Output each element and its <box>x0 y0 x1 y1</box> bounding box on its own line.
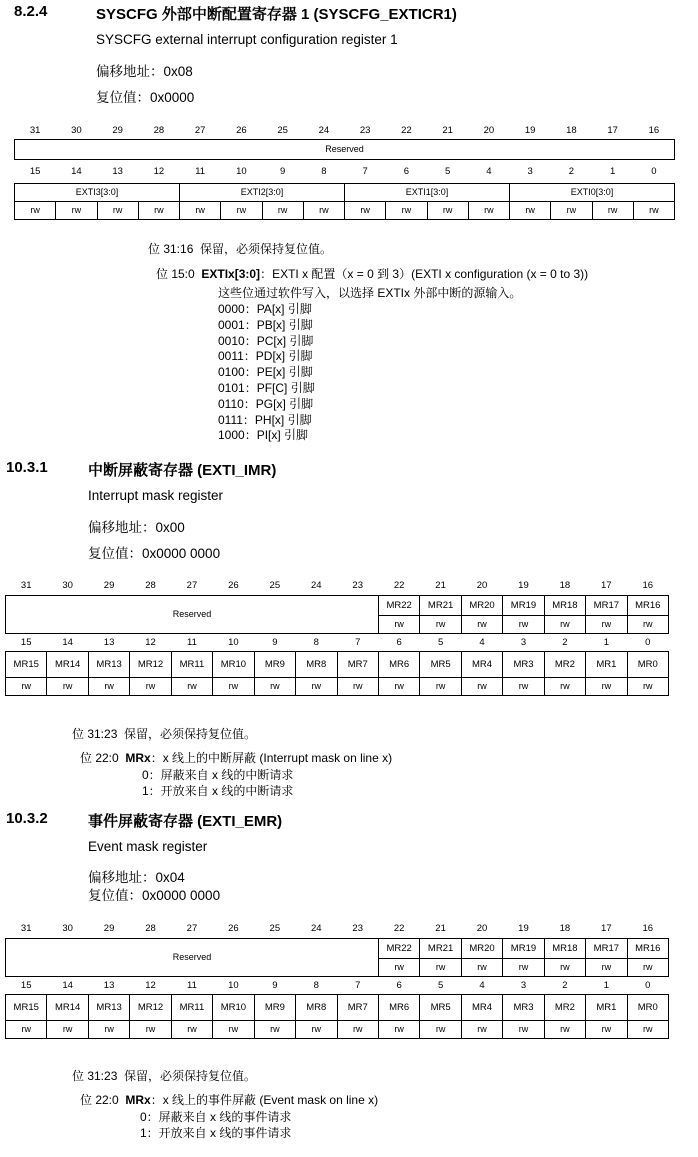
bit-number: 20 <box>476 923 488 935</box>
bit-number: 27 <box>194 124 206 136</box>
option-item: 1：开放来自 x 线的中断请求 <box>142 784 294 798</box>
bit-number: 31 <box>20 923 32 935</box>
bit-number: 22 <box>393 923 405 935</box>
bit-number: 26 <box>228 923 239 935</box>
bit-number: 12 <box>153 165 165 177</box>
access-type: rw <box>633 201 674 219</box>
field-mr19: MR19 <box>503 595 544 615</box>
bit-number: 8 <box>313 979 319 991</box>
bit-number: 29 <box>103 923 115 935</box>
field-mr1: MR1 <box>586 651 627 677</box>
bit-number: 12 <box>145 979 156 991</box>
field-mr22: MR22 <box>378 595 419 615</box>
access-type: rw <box>551 201 592 219</box>
bit-number: 25 <box>269 923 281 935</box>
field-exti3: EXTI3[3:0] <box>15 183 180 201</box>
field-description: ：EXTI x 配置（x = 0 到 3）(EXTI x configuration (x = 0 to 3)) <box>260 267 589 281</box>
option-list <box>140 1109 291 1141</box>
offset-address: 偏移地址：0x08 <box>96 64 193 79</box>
access-type: rw <box>262 201 303 219</box>
field-mr9: MR9 <box>254 994 295 1020</box>
access-type: rw <box>15 201 56 219</box>
bit-number: 7 <box>355 636 361 648</box>
access-type: rw <box>6 677 47 695</box>
bit-number: 14 <box>62 979 73 991</box>
access-type: rw <box>130 1020 171 1038</box>
option-item: 0010：PC[x] 引脚 <box>218 333 314 348</box>
bit-number: 31 <box>20 580 32 592</box>
bit-description: 保留，必须保持复位值。 <box>200 242 333 256</box>
field-mr11: MR11 <box>171 651 212 677</box>
bit-number: 15 <box>20 636 32 648</box>
reserved-field: Reserved <box>6 595 379 633</box>
bit-number: 29 <box>103 580 115 592</box>
bit-number: 17 <box>607 124 618 136</box>
bit-description-reserved <box>72 725 256 742</box>
option-item: 1000：PI[x] 引脚 <box>218 428 309 443</box>
low-bit-numbers-row <box>15 159 675 183</box>
bit-number: 16 <box>642 580 654 592</box>
field-mr15: MR15 <box>6 994 47 1020</box>
field-mr6: MR6 <box>378 651 419 677</box>
bit-number: 27 <box>186 923 198 935</box>
bit-number: 1 <box>609 165 616 177</box>
bit-number: 5 <box>437 636 444 648</box>
bit-number: 7 <box>355 979 361 991</box>
access-type: rw <box>6 1020 47 1038</box>
field-mr4: MR4 <box>461 651 502 677</box>
access-type: rw <box>254 677 295 695</box>
access-type: rw <box>171 1020 212 1038</box>
bit-number: 22 <box>401 124 412 136</box>
field-mr2: MR2 <box>544 994 585 1020</box>
access-type: rw <box>420 1020 461 1038</box>
high-bit-numbers-row <box>6 920 669 938</box>
bit-number: 26 <box>236 124 247 136</box>
access-type: rw <box>386 201 427 219</box>
access-type: rw <box>544 677 585 695</box>
field-name: MRx <box>125 751 151 765</box>
bit-number: 14 <box>71 165 82 177</box>
low-bit-numbers-row <box>6 633 669 651</box>
field-mr10: MR10 <box>213 651 254 677</box>
access-type: rw <box>303 201 344 219</box>
field-description: ：x 线上的事件屏蔽 (Event mask on line x) <box>150 1093 379 1107</box>
reserved-field: Reserved <box>15 139 675 159</box>
bit-number: 11 <box>195 165 206 177</box>
bit-number: 12 <box>145 636 156 648</box>
section-number: 10.3.1 <box>6 459 48 476</box>
bit-number: 0 <box>645 636 651 648</box>
bit-number: 19 <box>524 124 536 136</box>
reserved-field: Reserved <box>6 938 379 976</box>
bit-number: 28 <box>145 923 156 935</box>
bit-range: 位 22:0 <box>80 1093 119 1107</box>
bit-number: 5 <box>437 979 444 991</box>
bit-number: 23 <box>352 580 363 592</box>
bit-description: 保留，必须保持复位值。 <box>124 727 257 741</box>
bit-number: 30 <box>62 923 73 935</box>
access-type: rw <box>503 677 544 695</box>
register-table-emr <box>5 920 669 1039</box>
bit-number: 17 <box>601 580 612 592</box>
high-bit-numbers-row <box>15 122 675 139</box>
field-mr3: MR3 <box>503 651 544 677</box>
field-mr16: MR16 <box>627 595 668 615</box>
access-type: rw <box>427 201 468 219</box>
bit-number: 13 <box>103 636 115 648</box>
bit-number: 18 <box>559 580 571 592</box>
bit-number: 6 <box>396 979 402 991</box>
access-type: rw <box>544 615 585 633</box>
bit-number: 10 <box>228 636 239 648</box>
bit-description-reserved <box>72 1067 256 1084</box>
access-type: rw <box>544 1020 585 1038</box>
section-title: 事件屏蔽寄存器 (EXTI_EMR) <box>88 813 283 830</box>
access-row <box>6 1020 669 1038</box>
field-mr20: MR20 <box>461 938 502 958</box>
access-type: rw <box>378 1020 419 1038</box>
access-type: rw <box>461 1020 502 1038</box>
bit-number: 15 <box>20 979 32 991</box>
access-type: rw <box>420 615 461 633</box>
field-description: ：x 线上的中断屏蔽 (Interrupt mask on line x) <box>150 751 393 765</box>
access-type: rw <box>461 958 502 976</box>
bit-number: 4 <box>479 979 485 991</box>
bit-number: 9 <box>279 165 286 177</box>
field-mr8: MR8 <box>296 651 337 677</box>
field-mr14: MR14 <box>47 651 88 677</box>
field-mr17: MR17 <box>586 595 627 615</box>
bit-number: 19 <box>518 923 529 935</box>
field-mr18: MR18 <box>544 595 585 615</box>
high-bit-numbers-row <box>6 577 669 595</box>
bit-number: 16 <box>648 124 660 136</box>
bit-number: 27 <box>186 580 198 592</box>
field-mr8: MR8 <box>296 994 337 1020</box>
field-mr18: MR18 <box>544 938 585 958</box>
bit-number: 28 <box>145 580 156 592</box>
access-type: rw <box>47 677 88 695</box>
access-type: rw <box>586 615 627 633</box>
access-type: rw <box>130 677 171 695</box>
offset-address: 偏移地址：0x00 <box>88 520 185 535</box>
access-type: rw <box>56 201 97 219</box>
bit-number: 29 <box>112 124 123 136</box>
access-type: rw <box>503 615 544 633</box>
register-table-imr <box>5 577 669 696</box>
field-mr0: MR0 <box>627 994 668 1020</box>
access-type: rw <box>213 1020 254 1038</box>
field-mr1: MR1 <box>586 994 627 1020</box>
bit-description-field <box>80 749 392 766</box>
access-type: rw <box>296 677 337 695</box>
field-mr6: MR6 <box>378 994 419 1020</box>
field-mr21: MR21 <box>420 595 461 615</box>
section-title: 中断屏蔽寄存器 (EXTI_IMR) <box>88 462 277 479</box>
bit-number: 4 <box>486 165 492 177</box>
field-name: MRx <box>125 1093 151 1107</box>
field-mr13: MR13 <box>88 994 129 1020</box>
access-type: rw <box>213 677 254 695</box>
option-item: 0101：PF[C] 引脚 <box>218 380 315 395</box>
access-type: rw <box>138 201 179 219</box>
bit-number: 6 <box>403 165 410 177</box>
bit-number: 3 <box>527 165 533 177</box>
bit-number: 2 <box>562 979 568 991</box>
bit-number: 14 <box>62 636 73 648</box>
bit-number: 30 <box>62 580 73 592</box>
field-mr15: MR15 <box>6 651 47 677</box>
field-mr7: MR7 <box>337 651 378 677</box>
access-type: rw <box>586 677 627 695</box>
bit-number: 28 <box>153 124 165 136</box>
bit-number: 25 <box>277 124 288 136</box>
bit-number: 9 <box>272 636 278 648</box>
bit-number: 3 <box>520 979 527 991</box>
access-type: rw <box>420 677 461 695</box>
access-type: rw <box>503 1020 544 1038</box>
access-type: rw <box>461 677 502 695</box>
field-exti1: EXTI1[3:0] <box>345 183 510 201</box>
access-type: rw <box>296 1020 337 1038</box>
access-type: rw <box>47 1020 88 1038</box>
field-mr14: MR14 <box>47 994 88 1020</box>
option-item: 0001：PB[x] 引脚 <box>218 317 313 332</box>
option-item: 0000：PA[x] 引脚 <box>218 302 312 316</box>
bit-number: 8 <box>313 636 319 648</box>
bit-number: 10 <box>228 979 239 991</box>
access-type: rw <box>254 1020 295 1038</box>
bit-number: 9 <box>272 979 278 991</box>
option-item: 0100：PE[x] 引脚 <box>218 365 313 380</box>
bit-description-reserved <box>148 240 332 257</box>
bit-number: 5 <box>444 165 451 177</box>
section-title: SYSCFG 外部中断配置寄存器 1 (SYSCFG_EXTICR1) <box>96 6 457 23</box>
field-mr13: MR13 <box>88 651 129 677</box>
bit-number: 13 <box>112 165 123 177</box>
bit-number: 20 <box>483 124 495 136</box>
reset-value: 复位值：0x0000 <box>96 90 195 105</box>
bit-description-field <box>80 1091 378 1108</box>
field-mr17: MR17 <box>586 938 627 958</box>
field-mr10: MR10 <box>213 994 254 1020</box>
access-type: rw <box>627 677 668 695</box>
access-type: rw <box>337 677 378 695</box>
option-item: 0011：PD[x] 引脚 <box>218 349 313 364</box>
option-item: 0：屏蔽来自 x 线的事件请求 <box>140 1110 292 1124</box>
access-type: rw <box>345 201 386 219</box>
access-type: rw <box>221 201 262 219</box>
bit-number: 26 <box>228 580 239 592</box>
bit-number: 0 <box>645 979 651 991</box>
register-subtitle: Interrupt mask register <box>88 488 224 503</box>
access-type: rw <box>171 677 212 695</box>
access-type: rw <box>627 1020 668 1038</box>
bit-number: 4 <box>479 636 485 648</box>
bit-number: 1 <box>603 979 609 991</box>
option-item: 0：屏蔽来自 x 线的中断请求 <box>142 768 294 782</box>
bit-number: 3 <box>520 636 527 648</box>
field-mr12: MR12 <box>130 651 171 677</box>
bit-number: 13 <box>103 979 115 991</box>
access-type: rw <box>97 201 138 219</box>
access-type: rw <box>592 201 633 219</box>
register-subtitle: SYSCFG external interrupt configuration register 1 <box>96 32 398 47</box>
field-mr19: MR19 <box>503 938 544 958</box>
field-exti0: EXTI0[3:0] <box>510 183 675 201</box>
option-item: 0110：PG[x] 引脚 <box>218 396 314 411</box>
bit-number: 24 <box>310 580 322 592</box>
bit-number: 19 <box>518 580 529 592</box>
field-mr0: MR0 <box>627 651 668 677</box>
bit-number: 17 <box>601 923 612 935</box>
field-mr20: MR20 <box>461 595 502 615</box>
field-name: EXTIx[3:0] <box>201 267 261 281</box>
offset-address: 偏移地址：0x04 <box>88 870 185 885</box>
bit-number: 21 <box>442 124 453 136</box>
bit-range: 位 31:23 <box>72 727 118 741</box>
option-list <box>218 302 315 444</box>
bit-description-field <box>156 265 588 282</box>
field-note: 这些位通过软件写入，以选择 EXTIx 外部中断的源输入。 <box>218 286 522 300</box>
bit-number: 11 <box>187 979 197 991</box>
bit-number: 24 <box>318 124 330 136</box>
bit-number: 7 <box>362 165 368 177</box>
field-mr21: MR21 <box>420 938 461 958</box>
field-mr11: MR11 <box>171 994 212 1020</box>
field-mr2: MR2 <box>544 651 585 677</box>
reset-value: 复位值：0x0000 0000 <box>88 888 221 903</box>
section-number: 10.3.2 <box>6 810 48 827</box>
bit-number: 21 <box>435 580 446 592</box>
bit-number: 18 <box>559 923 571 935</box>
bit-number: 2 <box>562 636 568 648</box>
bit-number: 30 <box>71 124 82 136</box>
bit-number: 23 <box>352 923 363 935</box>
access-type: rw <box>468 201 509 219</box>
field-mr7: MR7 <box>337 994 378 1020</box>
bit-number: 0 <box>651 165 657 177</box>
bit-number: 10 <box>236 165 247 177</box>
field-mr5: MR5 <box>420 651 461 677</box>
field-mr22: MR22 <box>378 938 419 958</box>
field-mr3: MR3 <box>503 994 544 1020</box>
bit-number: 8 <box>321 165 327 177</box>
access-type: rw <box>586 1020 627 1038</box>
register-subtitle: Event mask register <box>88 839 208 854</box>
bit-number: 15 <box>29 165 41 177</box>
bit-number: 18 <box>566 124 577 136</box>
bit-number: 16 <box>642 923 654 935</box>
access-type: rw <box>88 1020 129 1038</box>
bit-number: 23 <box>359 124 371 136</box>
field-mr4: MR4 <box>461 994 502 1020</box>
access-type: rw <box>420 958 461 976</box>
access-type: rw <box>544 958 585 976</box>
bit-number: 22 <box>393 580 405 592</box>
field-exti2: EXTI2[3:0] <box>180 183 345 201</box>
access-type: rw <box>461 615 502 633</box>
bit-number: 24 <box>310 923 322 935</box>
register-table-exticr1 <box>14 122 675 220</box>
access-type: rw <box>378 677 419 695</box>
bit-range: 位 22:0 <box>80 751 119 765</box>
access-type: rw <box>627 615 668 633</box>
access-type: rw <box>503 958 544 976</box>
section-number: 8.2.4 <box>14 3 48 20</box>
access-type: rw <box>180 201 221 219</box>
bit-range: 位 15:0 <box>156 267 195 281</box>
access-type: rw <box>510 201 551 219</box>
bit-range: 位 31:23 <box>72 1069 118 1083</box>
option-item: 1：开放来自 x 线的事件请求 <box>140 1126 292 1140</box>
bit-range: 位 31:16 <box>148 242 194 256</box>
bit-number: 11 <box>187 636 197 648</box>
option-item: 0111：PH[x] 引脚 <box>218 412 312 427</box>
field-mr16: MR16 <box>627 938 668 958</box>
access-type: rw <box>586 958 627 976</box>
bit-number: 25 <box>269 580 281 592</box>
field-mr9: MR9 <box>254 651 295 677</box>
option-list <box>142 767 293 799</box>
access-type: rw <box>627 958 668 976</box>
bit-number: 20 <box>476 580 488 592</box>
reset-value: 复位值：0x0000 0000 <box>88 546 221 561</box>
low-bit-numbers-row <box>6 976 669 994</box>
bit-number: 31 <box>29 124 41 136</box>
field-mr5: MR5 <box>420 994 461 1020</box>
access-type: rw <box>88 677 129 695</box>
bit-number: 6 <box>396 636 402 648</box>
bit-number: 2 <box>568 165 575 177</box>
bit-description: 保留，必须保持复位值。 <box>124 1069 257 1083</box>
access-type: rw <box>378 615 419 633</box>
bit-number: 1 <box>603 636 609 648</box>
access-type: rw <box>337 1020 378 1038</box>
access-type: rw <box>378 958 419 976</box>
access-row <box>6 677 669 695</box>
access-row <box>15 201 675 219</box>
bit-number: 21 <box>435 923 446 935</box>
field-mr12: MR12 <box>130 994 171 1020</box>
